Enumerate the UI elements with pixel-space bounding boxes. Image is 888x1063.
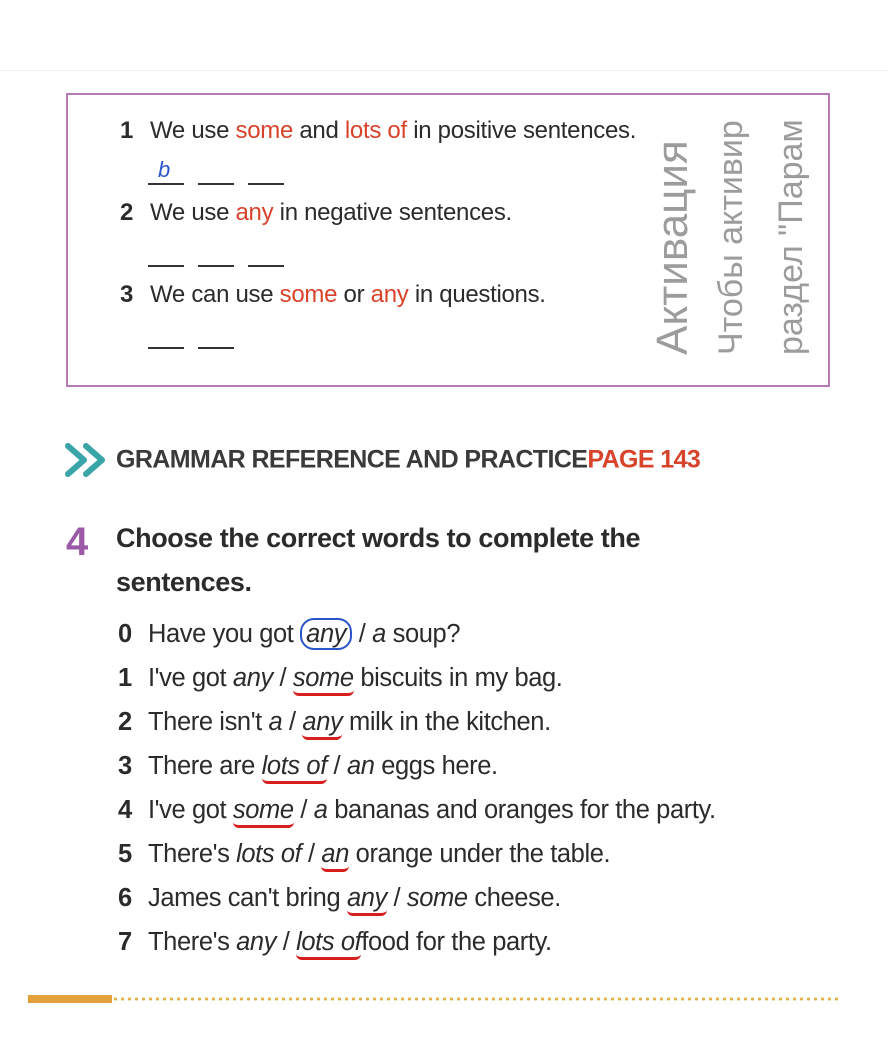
sentence-3: 3 There are lots of / an eggs here. — [118, 752, 498, 781]
sentence-number: 6 — [118, 884, 132, 912]
handwritten-answer: b — [158, 157, 171, 182]
option-selected[interactable]: some — [233, 796, 294, 828]
option[interactable]: some — [406, 884, 468, 912]
answer-blank[interactable] — [148, 327, 184, 349]
footer-bar-dotted — [112, 997, 838, 1001]
answer-blank[interactable] — [198, 163, 234, 185]
page-reference[interactable]: PAGE 143 — [587, 445, 701, 474]
option[interactable]: an — [346, 752, 375, 780]
sentence-1: 1 I've got any / some biscuits in my bag. — [118, 664, 563, 693]
double-chevron-icon — [64, 442, 110, 478]
answer-blank[interactable] — [248, 245, 284, 267]
rule-text: We can use — [150, 281, 280, 308]
sentence-number: 3 — [118, 752, 132, 780]
footer-bar-solid — [28, 995, 112, 1003]
option-selected[interactable]: any — [300, 618, 352, 650]
sentence-number: 2 — [118, 708, 132, 736]
rule-3-blanks — [148, 323, 248, 349]
rule-1-blanks — [148, 159, 298, 185]
rule-keyword: lots of — [344, 117, 407, 144]
answer-blank[interactable] — [248, 163, 284, 185]
option-selected[interactable]: lots of — [296, 928, 361, 960]
rule-3 — [120, 281, 546, 309]
rule-keyword: some — [235, 117, 293, 144]
sentence-0: 0 Have you got any / a soup? — [118, 620, 461, 648]
option-selected[interactable]: some — [293, 664, 354, 696]
sentence-number: 0 — [118, 620, 132, 648]
sentence-6: 6 James can't bring any / some cheese. — [118, 884, 561, 913]
option-selected[interactable]: any — [347, 884, 387, 916]
grammar-reference-label: GRAMMAR REFERENCE AND PRACTICE — [116, 445, 588, 474]
rule-number: 2 — [120, 199, 134, 226]
sentence-2: 2 There isn't a / any milk in the kitchen. — [118, 708, 551, 737]
option-selected[interactable]: any — [302, 708, 342, 740]
rule-number: 3 — [120, 281, 134, 308]
sentence-number: 1 — [118, 664, 132, 692]
rule-2-blanks — [148, 241, 298, 267]
exercise-instruction: Choose the correct words to complete the sentences. — [116, 523, 641, 597]
option-selected[interactable]: an — [321, 840, 349, 872]
rule-number: 1 — [120, 117, 134, 144]
rule-2 — [120, 199, 512, 227]
answer-blank[interactable] — [198, 245, 234, 267]
sentence-7: 7 There's any / lots offood for the party. — [118, 928, 552, 957]
exercise-number: 4 — [66, 520, 89, 564]
option-selected[interactable]: lots of — [262, 752, 327, 784]
sentence-4: 4 I've got some / a bananas and oranges for the party. — [118, 796, 716, 825]
rule-text: and — [293, 117, 345, 144]
rule-text: in negative sentences. — [273, 199, 512, 226]
footer-divider — [28, 995, 838, 1003]
rule-1 — [120, 117, 636, 145]
watermark-line-1: Активация — [648, 140, 697, 355]
sentence-5: 5 There's lots of / an orange under the table. — [118, 840, 610, 869]
sentence-number: 5 — [118, 840, 132, 868]
option[interactable]: a — [313, 796, 328, 824]
answer-blank[interactable] — [148, 157, 184, 185]
watermark-line-2: Чтобы активир — [712, 120, 750, 355]
rule-keyword: some — [279, 281, 338, 308]
watermark-line-3: раздел "Парам — [772, 119, 810, 355]
rule-text: or — [337, 281, 371, 308]
grammar-reference-heading[interactable] — [64, 442, 700, 482]
rule-keyword: any — [235, 199, 274, 226]
sentence-number: 7 — [118, 928, 132, 956]
rule-text: in positive sentences. — [406, 117, 637, 144]
rule-keyword: any — [370, 281, 409, 308]
option[interactable]: lots of — [236, 840, 302, 868]
option[interactable]: any — [232, 664, 273, 692]
sentence-number: 4 — [118, 796, 132, 824]
answer-blank[interactable] — [148, 245, 184, 267]
option[interactable]: any — [236, 928, 277, 956]
rule-text: We use — [150, 117, 236, 144]
rule-text: in questions. — [408, 281, 546, 308]
option[interactable]: a — [372, 620, 386, 648]
option[interactable]: a — [268, 708, 283, 736]
answer-blank[interactable] — [198, 327, 234, 349]
rule-text: We use — [150, 199, 236, 226]
